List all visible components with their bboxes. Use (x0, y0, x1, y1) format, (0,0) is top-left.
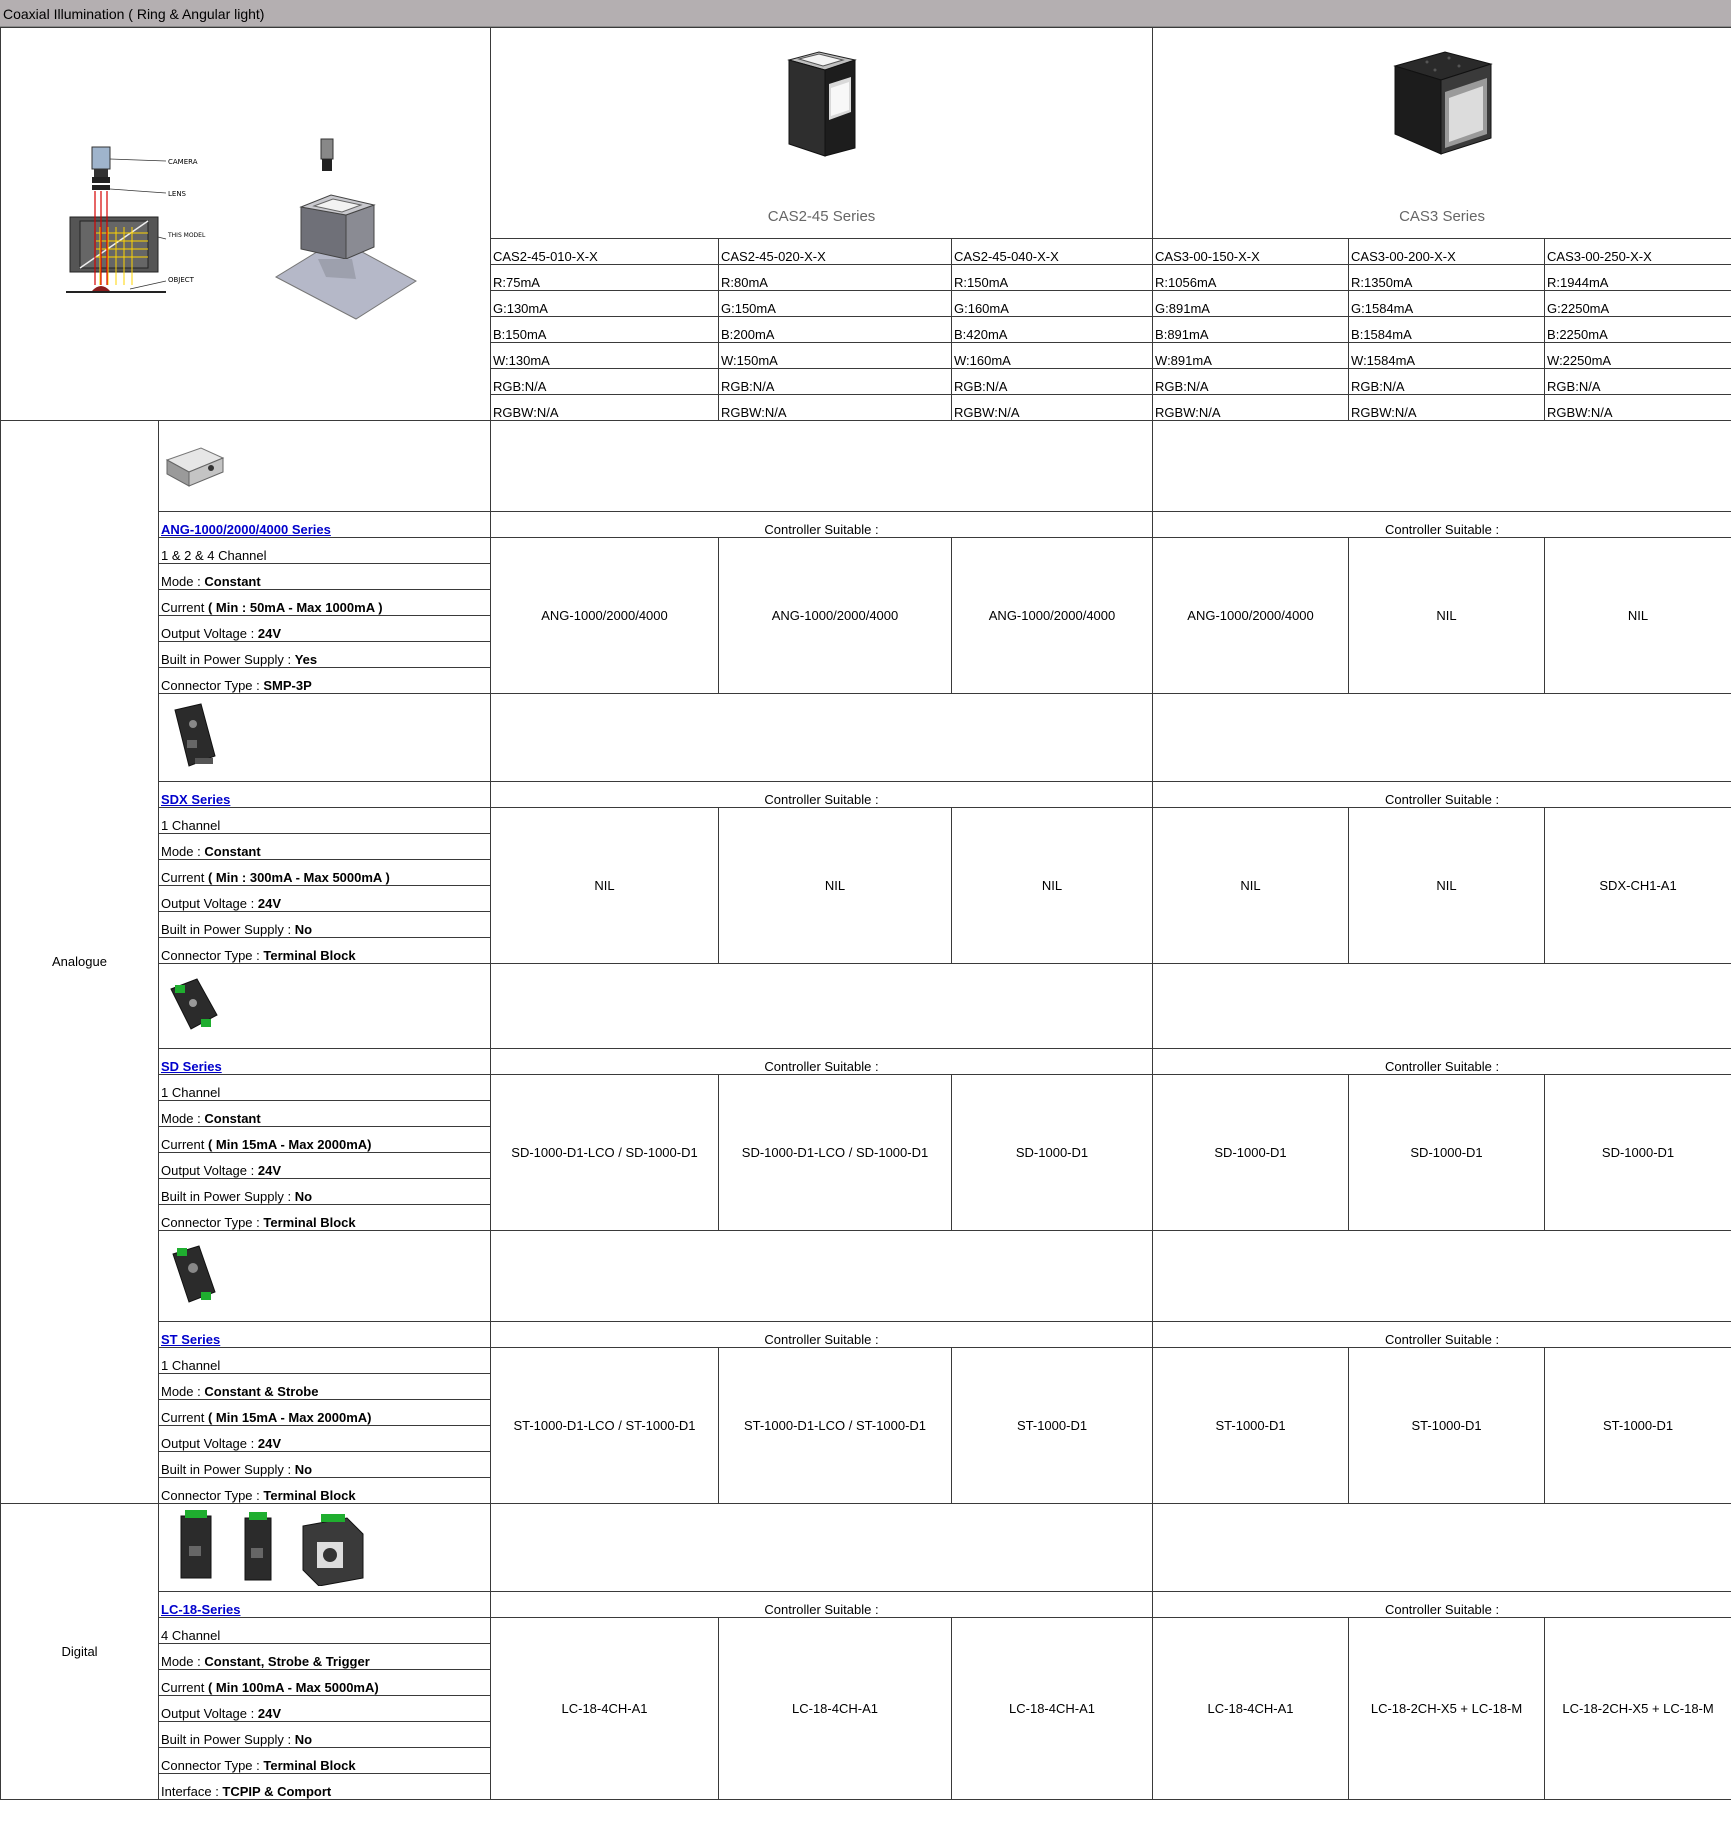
spec-value: Constant (204, 844, 261, 859)
image-spacer-right (1153, 694, 1731, 782)
suitable-controller-model: SD-1000-D1 (952, 1075, 1153, 1231)
current-value: RGB:N/A (1153, 369, 1349, 395)
spec-label: Current (161, 1137, 208, 1152)
current-value: RGB:N/A (719, 369, 952, 395)
label-lens: LENS (167, 190, 186, 198)
spec-label: Interface : (161, 1784, 223, 1799)
controller-spec (159, 668, 491, 694)
controller-image-row (1, 694, 1731, 782)
controller-suitable-heading: Controller Suitable : (491, 1322, 1153, 1348)
controller-image-cell (159, 694, 491, 782)
spec-value: Constant (204, 1111, 261, 1126)
spec-label: Connector Type : (161, 948, 264, 963)
category-analogue: Analogue (1, 421, 159, 1504)
spec-value: TCPIP & Comport (222, 1784, 332, 1799)
ang-controller-icon (161, 440, 227, 490)
spec-label: Mode : (161, 574, 205, 589)
suitable-controller-model: SD-1000-D1 (1349, 1075, 1545, 1231)
controller-spec-row (1, 538, 1731, 564)
spec-label: Built in Power Supply : (161, 1462, 295, 1477)
controller-spec (159, 860, 491, 886)
current-value: R:1056mA (1153, 265, 1349, 291)
sd-controller-icon (161, 975, 227, 1035)
label-object: OBJECT (167, 276, 194, 284)
controller-series-title (159, 1592, 491, 1618)
spec-value: ( Min : 50mA - Max 1000mA ) (207, 600, 383, 615)
spec-value: ( Min 100mA - Max 5000mA) (207, 1680, 379, 1695)
spec-label: Output Voltage : (161, 1163, 258, 1178)
spec-value: ( Min : 300mA - Max 5000mA ) (207, 870, 390, 885)
controller-image-cell (159, 421, 491, 512)
controller-suitable-heading: Controller Suitable : (1153, 1322, 1731, 1348)
current-value: R:150mA (952, 265, 1153, 291)
spec-value: Terminal Block (263, 948, 356, 963)
model-code: CAS3-00-250-X-X (1545, 239, 1731, 265)
spec-label: 1 Channel (161, 1358, 221, 1373)
current-value: RGBW:N/A (491, 395, 719, 421)
current-value: B:891mA (1153, 317, 1349, 343)
image-spacer-right (1153, 1231, 1731, 1322)
suitable-controller-model: ST-1000-D1 (1349, 1348, 1545, 1504)
controller-spec-row (1, 1618, 1731, 1644)
suitable-controller-model: ST-1000-D1 (952, 1348, 1153, 1504)
spec-label: Mode : (161, 1654, 205, 1669)
sheet-title: Coaxial Illumination ( Ring & Angular light) (3, 6, 265, 22)
controller-spec (159, 1179, 491, 1205)
sheet-title-bar (0, 0, 1731, 27)
spec-value: Constant (204, 574, 261, 589)
controller-spec (159, 1101, 491, 1127)
controller-series-link[interactable]: SD Series (161, 1059, 222, 1074)
controller-spec-row (1, 1075, 1731, 1101)
current-value: G:1584mA (1349, 291, 1545, 317)
controller-title-row (1, 1049, 1731, 1075)
controller-spec (159, 1774, 491, 1800)
product-table (0, 27, 1731, 1800)
current-value: RGBW:N/A (1545, 395, 1731, 421)
image-spacer-left (491, 964, 1153, 1049)
suitable-controller-model: LC-18-4CH-A1 (952, 1618, 1153, 1800)
controller-image-cell (159, 1504, 491, 1592)
current-value: W:160mA (952, 343, 1153, 369)
controller-series-title (159, 782, 491, 808)
spec-label: Built in Power Supply : (161, 652, 295, 667)
model-code: CAS3-00-200-X-X (1349, 239, 1545, 265)
suitable-controller-model: NIL (491, 808, 719, 964)
controller-image-cell (159, 1231, 491, 1322)
controller-spec (159, 886, 491, 912)
controller-image-row (1, 964, 1731, 1049)
controller-title-row (1, 1592, 1731, 1618)
controller-spec (159, 1452, 491, 1478)
controller-spec (159, 1426, 491, 1452)
controller-spec-row (1, 1348, 1731, 1374)
controller-series-link[interactable]: ANG-1000/2000/4000 Series (161, 522, 331, 537)
model-code: CAS2-45-010-X-X (491, 239, 719, 265)
controller-suitable-heading: Controller Suitable : (491, 782, 1153, 808)
current-value: RGBW:N/A (952, 395, 1153, 421)
suitable-controller-model: SDX-CH1-A1 (1545, 808, 1731, 964)
spec-label: Connector Type : (161, 678, 264, 693)
controller-series-title (159, 1322, 491, 1348)
suitable-controller-model: LC-18-2CH-X5 + LC-18-M (1545, 1618, 1731, 1800)
spec-value: No (294, 1462, 313, 1477)
controller-spec (159, 1478, 491, 1504)
product-cas3 (1153, 28, 1731, 239)
model-code: CAS2-45-020-X-X (719, 239, 952, 265)
spec-label: Built in Power Supply : (161, 1732, 295, 1747)
current-value: W:1584mA (1349, 343, 1545, 369)
current-value: W:150mA (719, 343, 952, 369)
suitable-controller-model: ANG-1000/2000/4000 (719, 538, 952, 694)
controller-series-title (159, 512, 491, 538)
spec-label: Output Voltage : (161, 1706, 258, 1721)
suitable-controller-model: LC-18-4CH-A1 (491, 1618, 719, 1800)
current-value: B:2250mA (1545, 317, 1731, 343)
current-value: RGBW:N/A (1349, 395, 1545, 421)
controller-image-cell (159, 964, 491, 1049)
spec-label: 4 Channel (161, 1628, 221, 1643)
current-value: B:200mA (719, 317, 952, 343)
controller-spec (159, 1153, 491, 1179)
spec-value: Terminal Block (263, 1488, 356, 1503)
controller-series-link[interactable]: SDX Series (161, 792, 231, 807)
controller-spec (159, 808, 491, 834)
suitable-controller-model: ST-1000-D1-LCO / ST-1000-D1 (719, 1348, 952, 1504)
current-value: B:1584mA (1349, 317, 1545, 343)
product-series-name: CAS3 Series (1399, 208, 1485, 225)
spec-label: Current (161, 1680, 208, 1695)
current-value: B:150mA (491, 317, 719, 343)
controller-spec (159, 938, 491, 964)
category-digital: Digital (1, 1504, 159, 1800)
spec-label: Connector Type : (161, 1215, 264, 1230)
suitable-controller-model: SD-1000-D1-LCO / SD-1000-D1 (491, 1075, 719, 1231)
controller-title-row (1, 512, 1731, 538)
current-value: R:1944mA (1545, 265, 1731, 291)
sdx-controller-icon (161, 700, 227, 772)
suitable-controller-model: NIL (719, 808, 952, 964)
image-spacer-left (491, 1504, 1153, 1592)
current-value: RGB:N/A (1349, 369, 1545, 395)
suitable-controller-model: SD-1000-D1 (1153, 1075, 1349, 1231)
current-value: G:160mA (952, 291, 1153, 317)
suitable-controller-model: ANG-1000/2000/4000 (952, 538, 1153, 694)
suitable-controller-model: ST-1000-D1 (1545, 1348, 1731, 1504)
controller-spec-row (1, 808, 1731, 834)
spec-label: Current (161, 1410, 208, 1425)
controller-image-row (1, 421, 1731, 512)
spec-label: Mode : (161, 1384, 205, 1399)
controller-image-row (1, 1504, 1731, 1592)
spec-value: Constant, Strobe & Trigger (204, 1654, 370, 1669)
controller-spec (159, 1722, 491, 1748)
controller-suitable-heading: Controller Suitable : (1153, 782, 1731, 808)
controller-suitable-heading: Controller Suitable : (491, 1592, 1153, 1618)
controller-spec (159, 616, 491, 642)
spec-value: 24V (257, 1163, 281, 1178)
controller-spec (159, 1400, 491, 1426)
spec-value: Yes (294, 652, 318, 667)
spec-label: 1 Channel (161, 1085, 221, 1100)
current-value: RGBW:N/A (719, 395, 952, 421)
controller-spec (159, 1374, 491, 1400)
suitable-controller-model: NIL (1349, 808, 1545, 964)
image-spacer-left (491, 694, 1153, 782)
spec-label: Built in Power Supply : (161, 922, 295, 937)
spec-label: 1 & 2 & 4 Channel (161, 548, 267, 563)
image-spacer-right (1153, 1504, 1731, 1592)
spec-label: Current (161, 870, 208, 885)
spec-label: 1 Channel (161, 818, 221, 833)
suitable-controller-model: ANG-1000/2000/4000 (1153, 538, 1349, 694)
current-value: RGB:N/A (952, 369, 1153, 395)
spec-value: 24V (257, 1436, 281, 1451)
st-controller-icon (161, 1242, 227, 1308)
controller-spec (159, 590, 491, 616)
controller-spec (159, 1618, 491, 1644)
header-product-row (1, 28, 1731, 239)
controller-suitable-heading: Controller Suitable : (1153, 1049, 1731, 1075)
current-value: G:130mA (491, 291, 719, 317)
spec-label: Output Voltage : (161, 896, 258, 911)
controller-spec (159, 1748, 491, 1774)
suitable-controller-model: NIL (952, 808, 1153, 964)
controller-spec (159, 1205, 491, 1231)
spec-label: Mode : (161, 844, 205, 859)
controller-spec (159, 912, 491, 938)
suitable-controller-model: NIL (1153, 808, 1349, 964)
controller-suitable-heading: Controller Suitable : (1153, 1592, 1731, 1618)
product-render (276, 139, 416, 319)
controller-spec (159, 1075, 491, 1101)
spec-value: 24V (257, 896, 281, 911)
spec-value: Terminal Block (263, 1215, 356, 1230)
spec-label: Built in Power Supply : (161, 1189, 295, 1204)
spec-value: No (294, 1189, 313, 1204)
controller-spec (159, 834, 491, 860)
spec-label: Connector Type : (161, 1758, 264, 1773)
current-value: W:130mA (491, 343, 719, 369)
spec-label: Current (161, 600, 208, 615)
suitable-controller-model: LC-18-2CH-X5 + LC-18-M (1349, 1618, 1545, 1800)
label-camera: CAMERA (167, 158, 198, 166)
spec-label: Mode : (161, 1111, 205, 1126)
suitable-controller-model: ST-1000-D1 (1153, 1348, 1349, 1504)
controller-image-row (1, 1231, 1731, 1322)
controller-spec (159, 538, 491, 564)
current-value: RGB:N/A (491, 369, 719, 395)
suitable-controller-model: NIL (1545, 538, 1731, 694)
suitable-controller-model: LC-18-4CH-A1 (719, 1618, 952, 1800)
image-spacer-right (1153, 421, 1731, 512)
diagram-cell (1, 28, 491, 421)
spec-value: ( Min 15mA - Max 2000mA) (207, 1410, 372, 1425)
label-this-model: THIS MODEL (167, 232, 205, 239)
controller-spec (159, 1127, 491, 1153)
controller-suitable-heading: Controller Suitable : (491, 512, 1153, 538)
current-value: RGBW:N/A (1153, 395, 1349, 421)
image-spacer-left (491, 1231, 1153, 1322)
product-series-name: CAS2-45 Series (767, 208, 876, 225)
spec-value: SMP-3P (263, 678, 312, 693)
suitable-controller-model: ANG-1000/2000/4000 (491, 538, 719, 694)
controller-series-title (159, 1049, 491, 1075)
controller-suitable-heading: Controller Suitable : (1153, 512, 1731, 538)
image-spacer-left (491, 421, 1153, 512)
controller-title-row (1, 782, 1731, 808)
spec-value: No (294, 922, 313, 937)
current-value: G:2250mA (1545, 291, 1731, 317)
current-value: RGB:N/A (1545, 369, 1731, 395)
controller-series-link[interactable]: LC-18-Series (161, 1602, 241, 1617)
image-spacer-right (1153, 964, 1731, 1049)
spec-value: No (294, 1732, 313, 1747)
current-value: R:1350mA (1349, 265, 1545, 291)
current-value: B:420mA (952, 317, 1153, 343)
controller-spec (159, 1644, 491, 1670)
spec-label: Output Voltage : (161, 626, 258, 641)
controller-spec (159, 564, 491, 590)
controller-spec (159, 1696, 491, 1722)
controller-spec (159, 1670, 491, 1696)
suitable-controller-model: SD-1000-D1-LCO / SD-1000-D1 (719, 1075, 952, 1231)
controller-spec (159, 642, 491, 668)
current-value: R:80mA (719, 265, 952, 291)
lc-18-controller-icon (161, 1506, 371, 1586)
suitable-controller-model: ST-1000-D1-LCO / ST-1000-D1 (491, 1348, 719, 1504)
current-value: R:75mA (491, 265, 719, 291)
controller-title-row (1, 1322, 1731, 1348)
spec-value: ( Min 15mA - Max 2000mA) (207, 1137, 372, 1152)
spec-value: Constant & Strobe (204, 1384, 319, 1399)
suitable-controller-model: NIL (1349, 538, 1545, 694)
cas2-45-product-icon (777, 44, 867, 164)
spec-label: Output Voltage : (161, 1436, 258, 1451)
controller-spec (159, 1348, 491, 1374)
model-code: CAS2-45-040-X-X (952, 239, 1153, 265)
spec-value: 24V (257, 1706, 281, 1721)
current-value: W:2250mA (1545, 343, 1731, 369)
spec-value: Terminal Block (263, 1758, 356, 1773)
coaxial-diagram (56, 109, 436, 339)
current-value: W:891mA (1153, 343, 1349, 369)
suitable-controller-model: SD-1000-D1 (1545, 1075, 1731, 1231)
controller-series-link[interactable]: ST Series (161, 1332, 221, 1347)
system-schematic (66, 147, 206, 292)
suitable-controller-model: LC-18-4CH-A1 (1153, 1618, 1349, 1800)
current-value: G:891mA (1153, 291, 1349, 317)
spec-label: Connector Type : (161, 1488, 264, 1503)
product-cas2-45 (491, 28, 1153, 239)
controller-suitable-heading: Controller Suitable : (491, 1049, 1153, 1075)
spec-value: 24V (257, 626, 281, 641)
current-value: G:150mA (719, 291, 952, 317)
model-code: CAS3-00-150-X-X (1153, 239, 1349, 265)
cas3-product-icon (1387, 42, 1497, 162)
